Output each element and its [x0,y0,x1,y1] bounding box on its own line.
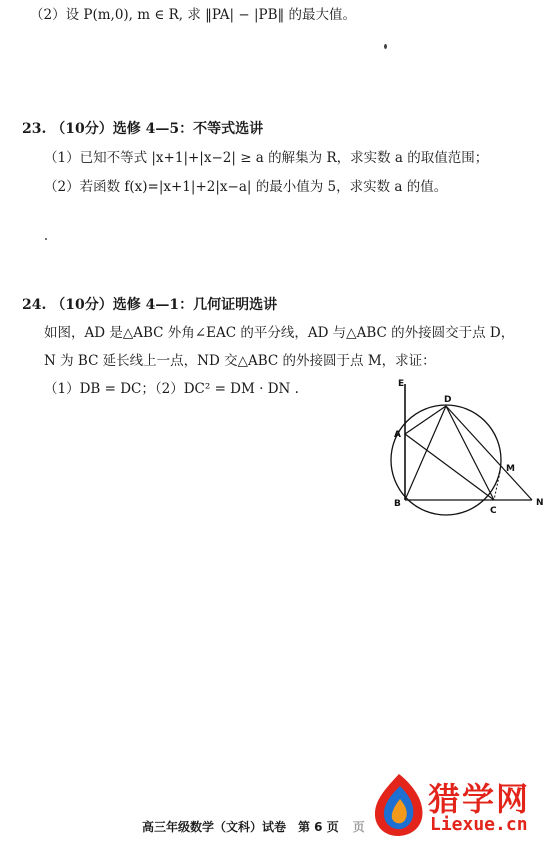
label-M: M [506,464,515,474]
geometry-figure [386,376,550,522]
label-C: C [490,506,497,516]
q24-prove: （1）DB = DC；（2）DC² = DM · DN . [44,381,299,397]
label-D: D [444,395,452,405]
print-speck [45,238,47,240]
footer-faded-text: 页 [352,820,365,834]
watermark-name: 猎学网 [428,780,531,818]
print-speck [384,44,387,49]
line-DC [446,406,494,500]
line-DN [446,406,532,500]
label-N: N [536,498,544,508]
q22-part2: （2）设 P(m,0), m ∈ R, 求 ‖PA| − |PB‖ 的最大值。 [30,7,357,23]
footer-text: 高三年级数学（文科）试卷 第 6 页 [142,820,339,834]
watermark-logo [368,770,554,841]
q23-heading: 23. （10分）选修 4—5：不等式选讲 [22,121,264,137]
q23-part2: （2）若函数 f(x)=|x+1|+2|x−a| 的最小值为 5，求实数 a 的值。 [44,179,448,195]
q24-heading: 24. （10分）选修 4—1：几何证明选讲 [22,297,278,313]
q24-stem-line1: 如图，AD 是△ABC 外角∠EAC 的平分线，AD 与△ABC 的外接圆交于点 D， [44,325,515,341]
label-B: B [394,499,401,509]
q23-part1: （1）已知不等式 |x+1|+|x−2| ≥ a 的解集为 R，求实数 a 的取值范围； [44,150,489,166]
label-A: A [394,430,401,440]
circumcircle [391,405,501,515]
q24-stem-line2: N 为 BC 延长线上一点，ND 交△ABC 的外接圆于点 M，求证： [44,353,436,369]
flame-logo-icon [370,772,428,838]
watermark-url: Liexue.cn [430,814,528,835]
page-footer [142,818,365,835]
label-E: E [398,379,405,389]
